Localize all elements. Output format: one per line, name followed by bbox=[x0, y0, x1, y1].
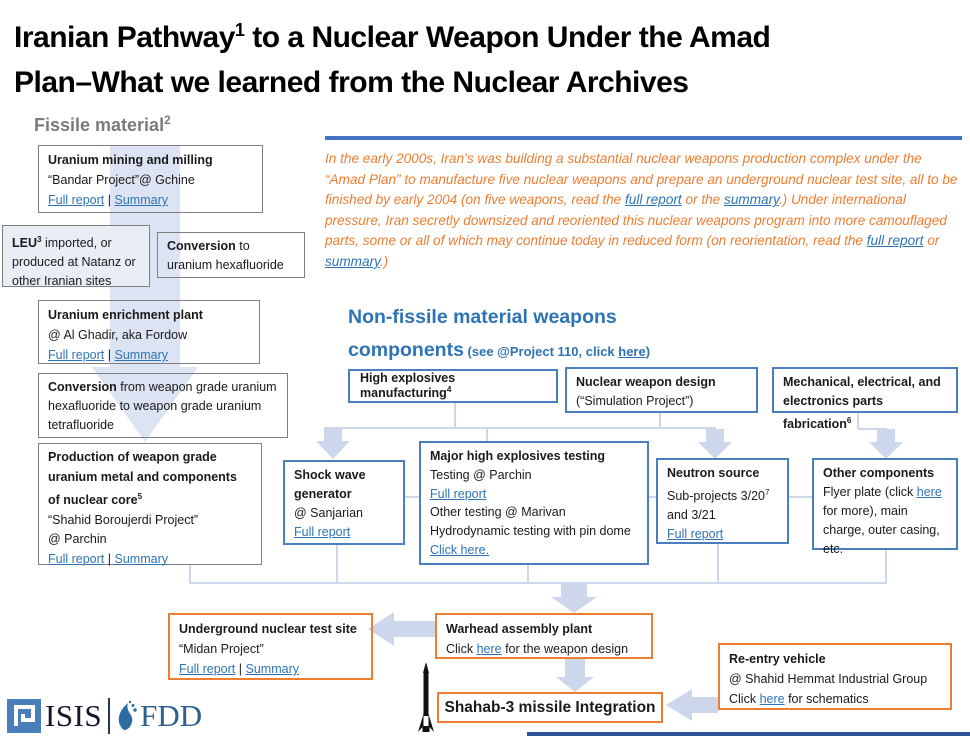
arrow-down-shahab bbox=[565, 659, 585, 678]
logo-divider bbox=[108, 698, 110, 734]
mining-link-summary[interactable]: Summary bbox=[114, 193, 168, 207]
reentry-link-here[interactable]: here bbox=[759, 692, 785, 706]
missile-icon bbox=[413, 662, 439, 736]
metal-link-full-report[interactable]: Full report bbox=[48, 551, 105, 566]
metal-link-summary[interactable]: Summary bbox=[114, 551, 168, 566]
intro-link-summary-1[interactable]: summary bbox=[724, 192, 779, 208]
arrow-down-warhead bbox=[561, 583, 587, 598]
testing-link-click-here[interactable]: Click here. bbox=[430, 542, 490, 557]
testing-link-full-report[interactable]: Full report bbox=[430, 486, 487, 501]
nonfissile-section-heading: Non-fissile material weapons components (see @Project 110, click here) bbox=[348, 306, 651, 361]
box-neutron-source: Neutron source Sub-projects $3/20^7$ and 3/21 Full report bbox=[656, 458, 789, 544]
box-high-explosives-mfg: High explosives manufacturing$^4$ bbox=[348, 369, 558, 403]
arrow-down-other bbox=[877, 429, 895, 443]
box-shock-wave-generator: Shock wave generator @ Sanjarian Full report bbox=[283, 460, 405, 545]
footer-rule bbox=[527, 732, 970, 736]
page-title bbox=[14, 8, 954, 105]
box-conversion-hexafluoride: Conversion to uranium hexafluoride bbox=[157, 232, 305, 278]
mining-link-full-report[interactable]: Full report bbox=[48, 193, 105, 207]
box-uranium-mining: Uranium mining and milling “Bandar Project”@ Gchine Full report | Summary bbox=[38, 145, 263, 213]
arrow-left-shahab bbox=[692, 697, 718, 713]
box-leu-imported: LEU$^3$ imported, or produced at Natanz or other Iranian sites bbox=[2, 225, 150, 287]
intro-paragraph: In the early 2000s, Iran’s was building a substantial nuclear weapons production complex under the “Amad Plan” to manufacture five nuclear weapons and prepare an underground nuclear test site, all to be finished by early 2004 (on five weapons, read the full report or the summary.) Under international pressure, Iran secretly downsized and reoriented this nuclear weapons program into more camouflaged parts, some or all of which may continue today in reduced form (on reorientation, read the full report or summary.) bbox=[325, 151, 958, 269]
box-underground-test-site: Underground nuclear test site “Midan Project” Full report | Summary bbox=[168, 613, 373, 680]
warhead-link-here[interactable]: here bbox=[476, 642, 502, 656]
title-line1: Iranian Pathway$^1$ to a Nuclear Weapon Under the Amad bbox=[14, 20, 771, 54]
title-line2: Plan–What we learned from the Nuclear Archives bbox=[14, 66, 689, 99]
other-link-here[interactable]: here bbox=[916, 485, 942, 499]
box-mechanical-parts: Mechanical, electrical, and electronics parts fabrication$^6$ bbox=[772, 367, 958, 413]
project110-link-here[interactable]: here bbox=[618, 344, 646, 359]
box-other-components: Other components Flyer plate (click here for more), main charge, outer casing, etc. bbox=[812, 458, 958, 550]
intro-top-rule bbox=[325, 136, 962, 140]
fdd-logo-text: FDD bbox=[140, 698, 203, 733]
testsite-link-summary[interactable]: Summary bbox=[245, 662, 299, 676]
fissile-section-heading: Fissile material$^2$ bbox=[34, 114, 171, 135]
arrow-down-neutron bbox=[706, 429, 724, 443]
intro-link-full-report-2[interactable]: full report bbox=[866, 233, 924, 249]
footer-logos bbox=[7, 696, 202, 736]
enrichment-link-full-report[interactable]: Full report bbox=[48, 348, 105, 362]
isis-logo-icon bbox=[7, 699, 41, 733]
isis-logo-text: ISIS bbox=[45, 698, 103, 733]
arrow-left-testsite bbox=[394, 621, 435, 637]
testsite-link-full-report[interactable]: Full report bbox=[179, 662, 236, 676]
arrow-down-shockwave bbox=[324, 427, 342, 442]
box-major-he-testing: Major high explosives testing Testing @ Parchin Full report Other testing @ Marivan Hydrodynamic testing with pin dome Click here. bbox=[419, 441, 649, 565]
shock-link-full-report[interactable]: Full report bbox=[294, 525, 351, 539]
intro-link-summary-2[interactable]: summary bbox=[325, 253, 380, 269]
box-uranium-metal-production: Production of weapon grade uranium metal and components of nuclear core$^5$ “Shahid Boroujerdi Project” @ Parchin Full report | Summary bbox=[38, 443, 262, 565]
neutron-link-full-report[interactable]: Full report bbox=[667, 527, 724, 542]
box-nuclear-weapon-design: Nuclear weapon design (“Simulation Project”) bbox=[565, 367, 758, 413]
box-shahab-integration: Shahab-3 missile Integration bbox=[437, 692, 663, 723]
enrichment-link-summary[interactable]: Summary bbox=[114, 348, 168, 362]
box-enrichment-plant: Uranium enrichment plant @ Al Ghadir, aka Fordow Full report | Summary bbox=[38, 300, 260, 364]
fdd-logo-icon bbox=[114, 699, 138, 733]
box-conversion-tetrafluoride: Conversion from weapon grade uranium hexafluoride to weapon grade uranium tetrafluoride bbox=[38, 373, 288, 438]
intro-link-full-report-1[interactable]: full report bbox=[625, 192, 682, 208]
box-warhead-assembly: Warhead assembly plant Click here for the weapon design bbox=[435, 613, 653, 659]
box-reentry-vehicle: Re-entry vehicle @ Shahid Hemmat Industrial Group Click here for schematics bbox=[718, 643, 952, 710]
